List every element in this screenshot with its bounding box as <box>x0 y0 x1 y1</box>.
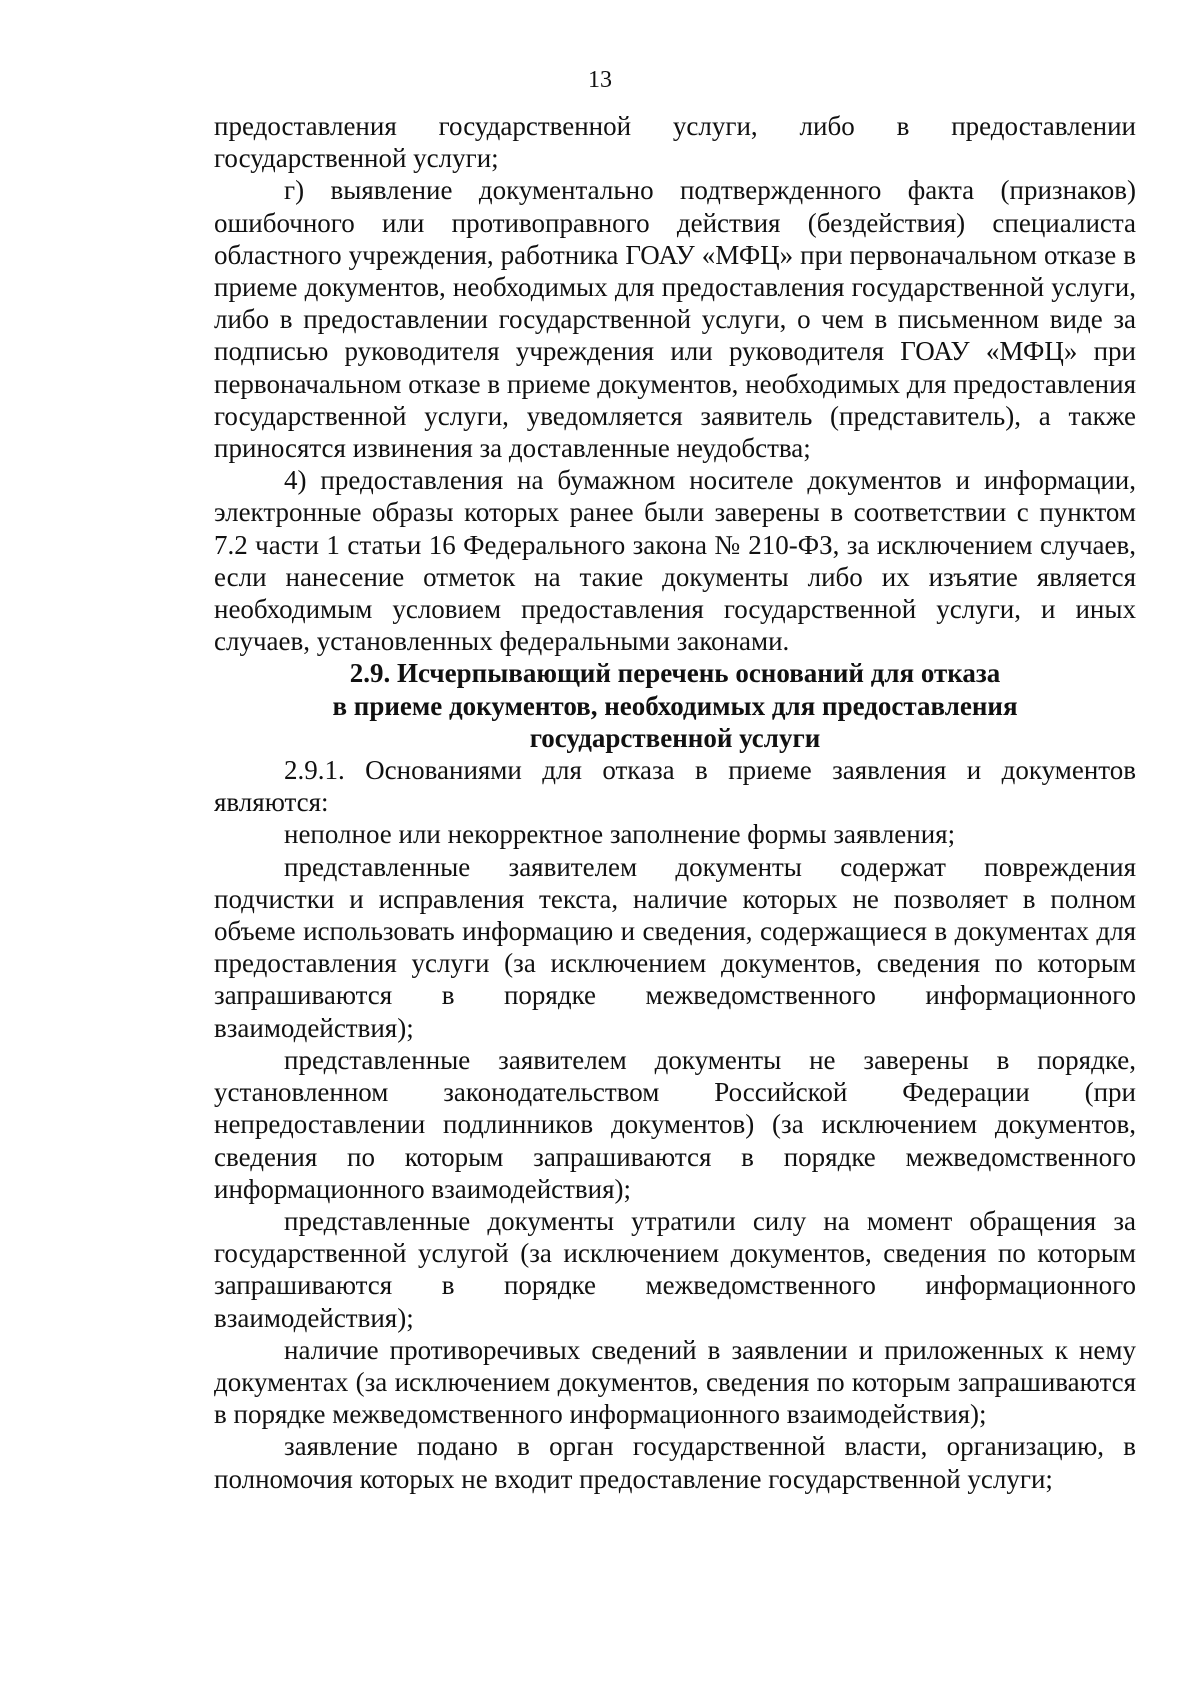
paragraph: неполное или некорректное заполнение формы заявления; <box>284 819 956 850</box>
paragraph: представленные заявителем документы не заверены в порядке, установленном законодательством Российской Федерации (при непредоставлении подлинников документов) (за исключением документов, сведения по которым запрашиваются в порядке межведомственного информационного взаимодействия); <box>214 1044 1136 1204</box>
paragraph: г) выявление документально подтвержденного факта (признаков) ошибочного или противоправного действия (бездействия) специалиста областного учреждения, работника ГОАУ «МФЦ» при первоначальном отказе в приеме документов, необходимых для предоставления государственной услуги, либо в предоставлении государственной услуги, о чем в письменном виде за подписью руководителя учреждения или руководителя ГОАУ «МФЦ» при первоначальном отказе в приеме документов, необходимых для предоставления государственной услуги, уведомляется заявитель (представитель), а также приносятся извинения за доставленные неудобства; <box>214 175 1136 464</box>
paragraph: 4) предоставления на бумажном носителе документов и информации, электронные образы которых ранее были заверены в соответствии с пунктом 7.2 части 1 статьи 16 Федерального закона № 210-ФЗ, за исключением случаев, если нанесение отметок на такие документы либо их изъятие является необходимым условием предоставления государственной услуги, и иных случаев, установленных федеральными законами. <box>214 465 1136 657</box>
section-heading-line: 2.9. Исчерпывающий перечень оснований для отказа <box>349 658 1001 689</box>
paragraph: представленные заявителем документы содержат повреждения подчистки и исправления текста, наличие которых не позволяет в полном объеме использовать информацию и сведения, содержащиеся в документах для предоставления услуги (за исключением документов, сведения по которым запрашиваются в порядке межведомственного информационного взаимодействия); <box>214 851 1136 1043</box>
section-heading-line: государственной услуги <box>529 722 821 753</box>
page-number: 13 <box>588 67 612 93</box>
paragraph: 2.9.1. Основаниями для отказа в приеме заявления и документов являются: <box>214 755 1136 818</box>
document-body <box>214 110 1136 1495</box>
paragraph: предоставления государственной услуги, либо в предоставлении государственной услуги; <box>214 111 1136 174</box>
section-heading <box>214 657 1136 754</box>
paragraph: заявление подано в орган государственной власти, организацию, в полномочия которых не входит предоставление государственной услуги; <box>214 1431 1136 1494</box>
paragraph: представленные документы утратили силу на момент обращения за государственной услугой (за исключением документов, сведения по которым запрашиваются в порядке межведомственного информационного взаимодействия); <box>214 1205 1136 1333</box>
section-heading-line: в приеме документов, необходимых для предоставления <box>332 690 1018 721</box>
paragraph: наличие противоречивых сведений в заявлении и приложенных к нему документах (за исключением документов, сведения по которым запрашиваются в порядке межведомственного информационного взаимодействия); <box>214 1334 1136 1430</box>
